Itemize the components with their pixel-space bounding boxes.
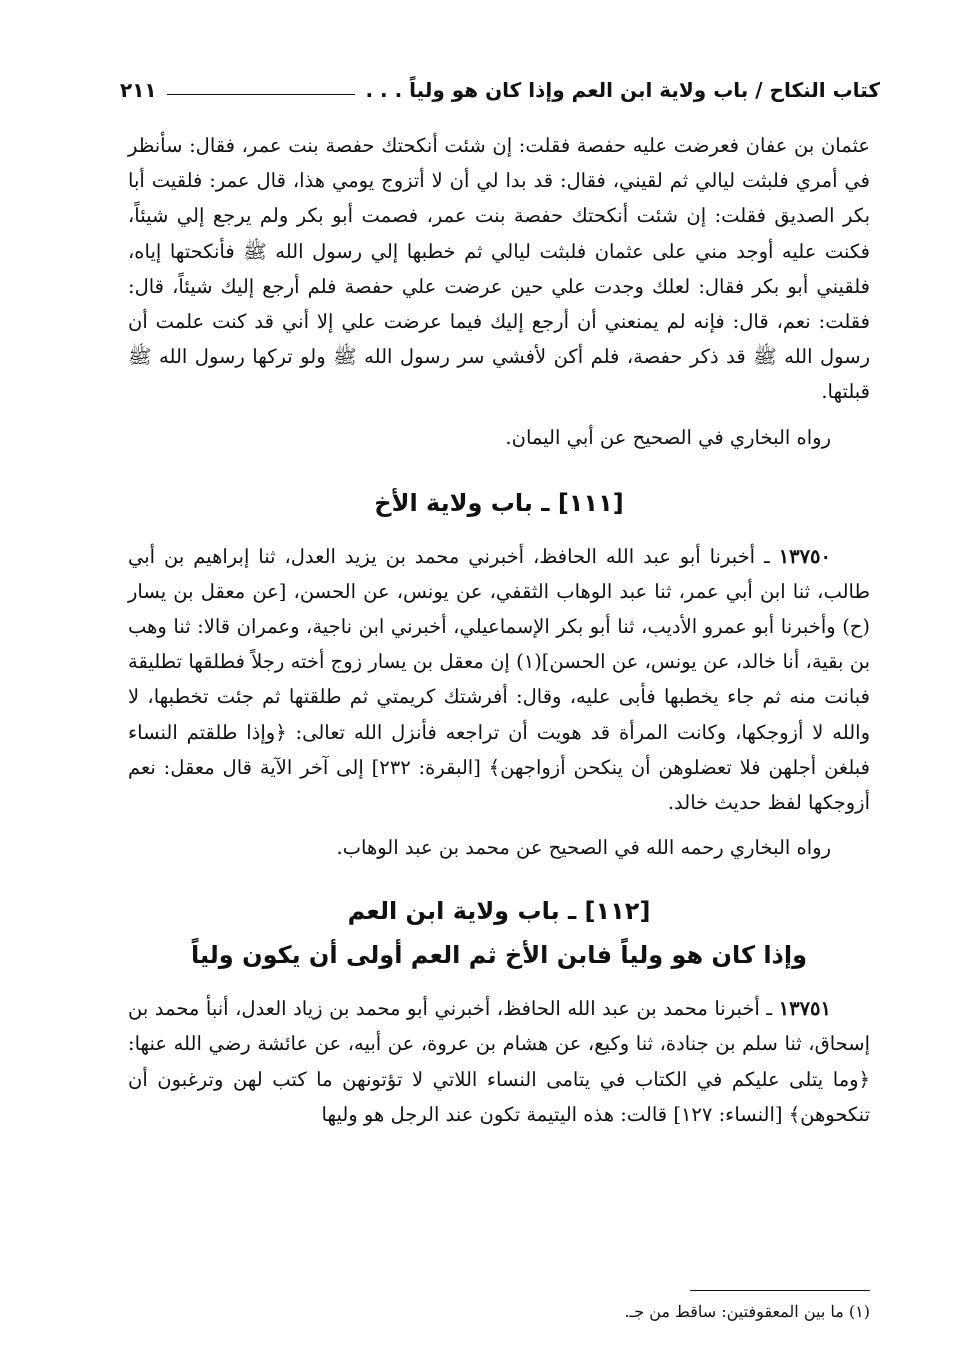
- hadith-13751: [128, 991, 870, 1132]
- header-rule: [167, 94, 356, 95]
- page-header: [120, 70, 880, 110]
- hadith-13750: [128, 539, 870, 821]
- footnote: (١) ما بين المعقوفتين: ساقط من جـ.: [624, 1302, 870, 1321]
- hadith-13750-text: ـ أخبرنا أبو عبد الله الحافظ، أخبرني محمد بن يزيد العدل، ثنا إبراهيم بن أبي طالب، ثنا ابن أبي عمر، ثنا عبد الوهاب الثقفي، عن يونس، عن الحسن، [عن معقل بن يسار (ح) وأخبرنا أبو عمرو الأديب، ثنا أبو بكر الإسماعيلي، أخبرني ابن ناجية، وعمران قالا: ثنا وهب بن بقية، أنا خالد، عن يونس، عن الحسن](١) إن معقل بن يسار زوج أخته رجلاً فطلقها تطليقة فبانت منه ثم جاء يخطبها فأبى عليه، وقال: أفرشتك كريمتي ثم طلقتها ثم جئت تخطبها، لا والله لا أزوجكها، وكانت المرأة قد هويت أن تراجعه فأنزل الله تعالى: ﴿وإذا طلقتم النساء فبلغن أجلهن فلا تعضلوهن أن ينكحن أزواجهن﴾ [البقرة: ٢٣٢] إلى آخر الآية قال معقل: نعم أزوجكها لفظ حديث خالد.: [128, 544, 870, 815]
- page-body: [128, 128, 870, 1132]
- intro-paragraph: عثمان بن عفان فعرضت عليه حفصة فقلت: إن شئت أنكحتك حفصة بنت عمر، فقال: سأنظر في أمري فلبثت ليالي ثم لقيني، فقال: قد بدا لي أن لا أتزوج يومي هذا، قال عمر: فلقيت أبا بكر الصديق فقلت: إن شئت أنكحتك حفصة بنت عمر، فصمت أبو بكر ولم يرجع إلي شيئاً، فكنت عليه أوجد مني على عثمان فلبثت ليالي ثم خطبها إلي رسول الله ﷺ فأنكحتها إياه، فلقيني أبو بكر فقال: لعلك وجدت علي حين عرضت علي حفصة فلم أرجع إليك شيئاً، قال: فقلت: نعم، قال: فإنه لم يمنعني أن أرجع إليك فيما عرضت علي إلا أني قد كنت علمت أن رسول الله ﷺ قد ذكر حفصة، فلم أكن لأفشي سر رسول الله ﷺ ولو تركها رسول الله ﷺ قبلتها.: [128, 134, 870, 404]
- page-number: ٢١١: [120, 78, 157, 102]
- hadith-13751-text: ـ أخبرنا محمد بن عبد الله الحافظ، أخبرني أبو محمد بن زياد العدل، أنبأ محمد بن إسحاق، ثنا سلم بن جنادة، ثنا وكيع، عن هشام بن عروة، عن أبيه، عن عائشة رضي الله عنها: ﴿وما يتلى عليكم في الكتاب في يتامى النساء اللاتي لا تؤتونهن ما كتب لهن وترغبون أن تنكحوهن﴾ [النساء: ١٢٧] قالت: هذه اليتيمة تكون عند الرجل هو وليها: [128, 997, 870, 1126]
- section-111-heading: [١١١] ـ باب ولاية الأخ: [374, 488, 624, 517]
- section-112-heading-line2: وإذا كان هو ولياً فابن الأخ ثم العم أولى أن يكون ولياً: [190, 941, 808, 970]
- hadith-13751-number: ١٣٧٥١: [778, 997, 831, 1021]
- section-112-heading-line1: [١١٢] ـ باب ولاية ابن العم: [347, 897, 651, 926]
- footnote-separator: [690, 1290, 870, 1291]
- section-111-source: رواه البخاري رحمه الله في الصحيح عن محمد بن عبد الوهاب.: [336, 836, 831, 860]
- intro-source: رواه البخاري في الصحيح عن أبي اليمان.: [505, 425, 831, 449]
- running-title: كتاب النكاح / باب ولاية ابن العم وإذا كان هو ولياً . . .: [365, 78, 880, 102]
- hadith-13750-number: ١٣٧٥٠: [778, 544, 831, 568]
